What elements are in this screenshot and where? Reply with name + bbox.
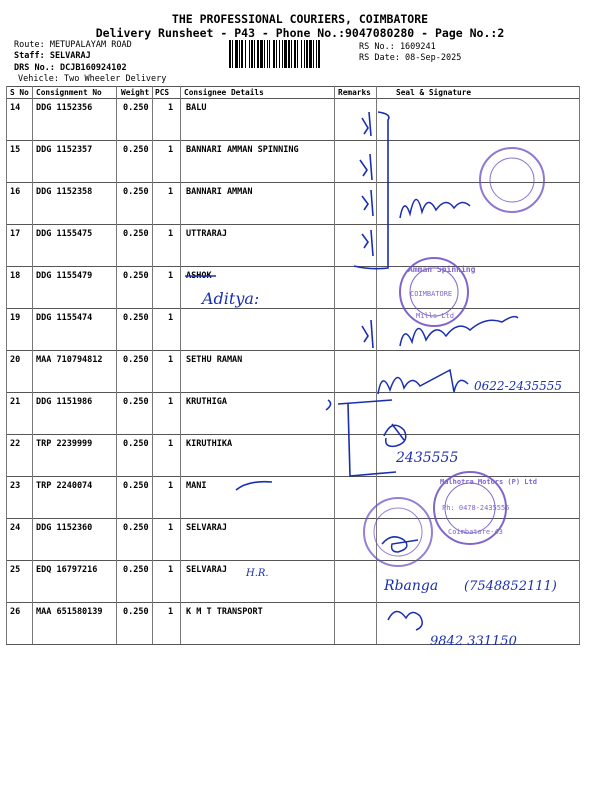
stamp-spinning-mid: COIMBATORE [410, 290, 453, 298]
row-consignee: BANNARI AMMAN [186, 187, 253, 197]
row-consignment-no: TRP 2240074 [36, 481, 93, 491]
row-sno: 22 [10, 439, 21, 449]
signature-row20 [378, 370, 468, 394]
stamp-motors-mid: Ph: 0478-2435555 [442, 504, 510, 512]
row-pcs: 1 [168, 313, 174, 323]
row-consignee: MANI [186, 481, 207, 491]
row-pcs: 1 [168, 355, 174, 365]
row-pcs: 1 [168, 271, 174, 281]
row-consignee: ASHOK [186, 271, 212, 281]
row-pcs: 1 [168, 523, 174, 533]
row-weight: 0.250 [123, 481, 149, 491]
row-divider [6, 224, 580, 225]
row-weight: 0.250 [123, 607, 149, 617]
row-weight: 0.250 [123, 145, 149, 155]
row-consignee: K M T TRANSPORT [186, 607, 263, 617]
signature-row22 [384, 424, 406, 446]
row-divider [6, 350, 580, 351]
col-consignee: Consignee Details [184, 88, 264, 97]
row-consignment-no: MAA 710794812 [36, 355, 103, 365]
row-sno: 23 [10, 481, 21, 491]
stamp-motors-bottom: Coimbatore-43 [448, 528, 503, 536]
col-seal: Seal & Signature [396, 88, 472, 97]
row-consignee: KRUTHIGA [186, 397, 227, 407]
handwriting-aditya: Aditya: [202, 289, 260, 308]
row-sno: 15 [10, 145, 21, 155]
bracket-line [354, 112, 389, 269]
stamp-seal-row15 [480, 148, 544, 212]
stamp-seal-row24 [364, 498, 432, 566]
row-weight: 0.250 [123, 103, 149, 113]
row-consignment-no: DDG 1155479 [36, 271, 93, 281]
bracket-line-2 [326, 400, 396, 476]
row-sno: 26 [10, 607, 21, 617]
stamp-spinning-top: Amman Spinning [408, 265, 476, 274]
row-consignee: SELVARAJ [186, 523, 227, 533]
staff-label: Staff: SELVARAJ [14, 51, 91, 61]
row-weight: 0.250 [123, 229, 149, 239]
row-sno: 25 [10, 565, 21, 575]
row-consignment-no: TRP 2239999 [36, 439, 93, 449]
signature-row19 [400, 317, 518, 346]
handwriting-phone-row20: 0622-2435555 [474, 379, 563, 393]
row-pcs: 1 [168, 481, 174, 491]
row-consignment-no: DDG 1155475 [36, 229, 93, 239]
row-consignment-no: DDG 1152357 [36, 145, 93, 155]
drs-number: DRS No.: DCJB160924102 [14, 63, 127, 73]
row-consignment-no: DDG 1152356 [36, 103, 93, 113]
row-divider [6, 476, 580, 477]
row-sno: 19 [10, 313, 21, 323]
row-consignment-no: DDG 1155474 [36, 313, 93, 323]
row-weight: 0.250 [123, 355, 149, 365]
handwriting-phone-row26: 9842 331150 [430, 634, 517, 649]
row-pcs: 1 [168, 103, 174, 113]
stamp-spinning-mills [400, 258, 476, 326]
rs-date: RS Date: 08-Sep-2025 [359, 53, 462, 63]
stamp-motors-top: Malhotra Motors (P) Ltd [440, 478, 537, 486]
row-consignment-no: DDG 1152358 [36, 187, 93, 197]
row-weight: 0.250 [123, 439, 149, 449]
row-consignment-no: DDG 1151986 [36, 397, 93, 407]
col-sno: S No [10, 88, 29, 97]
row-weight: 0.250 [123, 313, 149, 323]
row-sno: 17 [10, 229, 21, 239]
stamp-spinning-bottom: Mills Ltd. [416, 312, 459, 320]
col-remarks: Remarks [338, 88, 371, 97]
row-divider [6, 308, 580, 309]
row-consignee: BANNARI AMMAN SPINNING [186, 145, 299, 155]
row-consignment-no: MAA 651580139 [36, 607, 103, 617]
signature-row26 [388, 611, 422, 630]
row-pcs: 1 [168, 607, 174, 617]
row-divider [6, 602, 580, 603]
signature-row15-16 [400, 199, 470, 218]
tick-row19 [362, 320, 373, 348]
col-consignment: Consignment No [36, 88, 102, 97]
col-pcs: PCS [155, 88, 170, 97]
row-pcs: 1 [168, 187, 174, 197]
tick-row15 [360, 154, 372, 180]
signature-row24 [382, 537, 418, 552]
signatures [378, 199, 518, 630]
row-divider [6, 182, 580, 183]
row-divider [6, 266, 580, 267]
tick-row14 [362, 112, 371, 136]
row-consignment-no: DDG 1152360 [36, 523, 93, 533]
row-consignee: BALU [186, 103, 207, 113]
barcode-image [229, 40, 357, 68]
row-weight: 0.250 [123, 271, 149, 281]
rs-number: RS No.: 1609241 [359, 42, 436, 52]
stamp-motors [434, 472, 537, 544]
row-consignment-no: EDQ 16797216 [36, 565, 98, 575]
row-divider [6, 644, 580, 645]
row-sno: 18 [10, 271, 21, 281]
row-sno: 24 [10, 523, 21, 533]
row-weight: 0.250 [123, 523, 149, 533]
row-sno: 21 [10, 397, 21, 407]
handwriting-phone-row22: 2435555 [396, 450, 459, 466]
row-consignee: SETHU RAMAN [186, 355, 243, 365]
row-weight: 0.250 [123, 565, 149, 575]
row-divider [6, 392, 580, 393]
row-sno: 20 [10, 355, 21, 365]
handwriting-signature-row25: Rbanga [384, 578, 439, 594]
row-pcs: 1 [168, 145, 174, 155]
row-weight: 0.250 [123, 397, 149, 407]
row-divider [6, 560, 580, 561]
row-weight: 0.250 [123, 187, 149, 197]
document-title: THE PROFESSIONAL COURIERS, COIMBATORE [171, 12, 429, 26]
row-sno: 16 [10, 187, 21, 197]
tick-row16 [362, 190, 373, 216]
handwriting-initials-row25: H.R. [246, 568, 269, 579]
vehicle-label: Vehicle: Two Wheeler Delivery [18, 74, 167, 84]
row-pcs: 1 [168, 565, 174, 575]
handwriting-note-row25: (7548852111) [464, 579, 557, 594]
col-weight: Weight [121, 88, 150, 97]
row-consignee: KIRUTHIKA [186, 439, 233, 449]
row-consignee: SELVARAJ [186, 565, 227, 575]
row-pcs: 1 [168, 397, 174, 407]
route-label: Route: METUPALAYAM ROAD [14, 40, 132, 50]
arc-mark [236, 482, 272, 490]
row-pcs: 1 [168, 229, 174, 239]
row-sno: 14 [10, 103, 21, 113]
row-pcs: 1 [168, 439, 174, 449]
runsheet-subtitle: Delivery Runsheet - P43 - Phone No.:9047080280 - Page No.:2 [95, 26, 505, 40]
row-divider [6, 434, 580, 435]
row-consignee: UTTRARAJ [186, 229, 227, 239]
row-divider [6, 140, 580, 141]
row-divider [6, 518, 580, 519]
tick-row17 [362, 230, 373, 256]
